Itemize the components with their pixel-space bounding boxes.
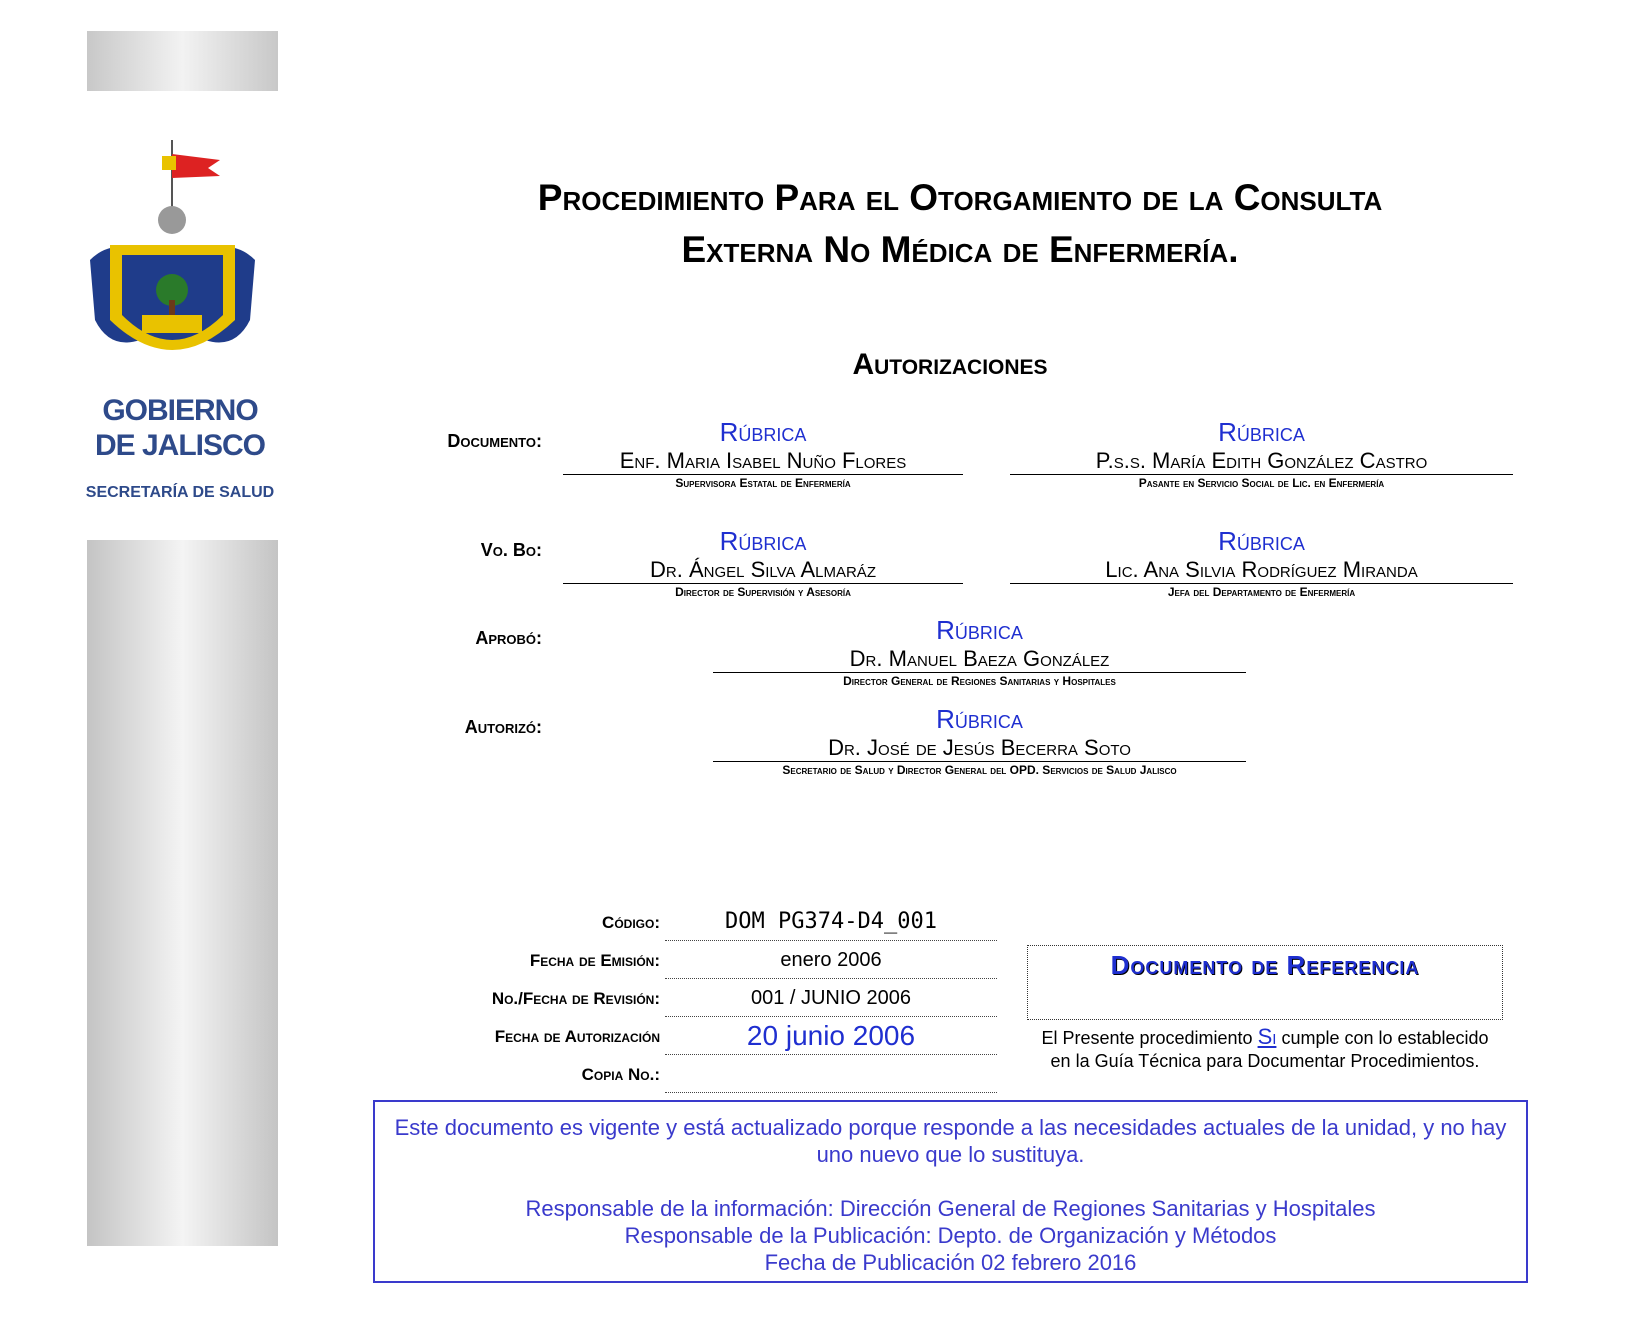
row-label-vobo: Vo. Bo: (480, 540, 542, 560)
page-title (400, 172, 1520, 276)
top-decor-bar (87, 31, 278, 91)
side-decor-bar (87, 540, 278, 1246)
signer-role: Pasante en Servicio Social de Lic. en Enfermería (1138, 476, 1385, 490)
signer-role: Director General de Regiones Sanitarias y Hospitales (843, 674, 1116, 688)
signature-block (563, 417, 963, 492)
signer-name: Dr. José de Jesús Becerra Soto (713, 734, 1246, 762)
title-line-2: Externa No Médica de Enfermería. (681, 229, 1239, 270)
signature-block (713, 615, 1246, 690)
emision-value: enero 2006 (665, 942, 997, 979)
row-label-autorizo: Autorizó: (464, 717, 542, 737)
signer-role: Jefa del Departamento de Enfermería (1167, 585, 1356, 599)
secretaria-label: SECRETARÍA DE SALUD (85, 484, 275, 501)
coat-of-arms-icon (80, 140, 265, 380)
gov-line-2: DE JALISCO (94, 429, 266, 462)
rubrica: Rúbrica (1218, 526, 1305, 556)
copia-value (665, 1056, 997, 1093)
reference-text-before: El Presente procedimiento (1041, 1028, 1253, 1048)
reference-title: Documento de Referencia (1110, 950, 1420, 980)
emision-label: Fecha de Emisión: (529, 951, 660, 970)
signature-block (563, 526, 963, 601)
signature-block (1010, 526, 1513, 601)
codigo-value: DOM PG374-D4_001 (665, 904, 997, 941)
title-line-1: Procedimiento Para el Otorgamiento de la Consulta (537, 177, 1383, 218)
rubrica: Rúbrica (719, 417, 807, 447)
signer-name: Dr. Ángel Silva Almaráz (563, 556, 963, 584)
signature-block (713, 704, 1246, 779)
reference-answer: Si (1257, 1024, 1277, 1049)
signature-block (1010, 417, 1513, 492)
rubrica: Rúbrica (719, 526, 807, 556)
signer-name: Enf. Maria Isabel Nuño Flores (563, 447, 963, 475)
signer-role: Secretario de Salud y Director General del OPD. Servicios de Salud Jalisco (782, 763, 1177, 777)
codigo-label: Código: (602, 913, 660, 932)
rubrica: Rúbrica (936, 615, 1023, 645)
copia-label: Copia No.: (581, 1065, 660, 1084)
autorizacion-value: 20 junio 2006 (665, 1018, 997, 1055)
signer-name: Lic. Ana Silvia Rodríguez Miranda (1010, 556, 1513, 584)
gov-name (80, 393, 280, 463)
gov-line-1: GOBIERNO (102, 394, 258, 427)
reference-box (1027, 945, 1503, 1020)
row-label-aprobo: Aprobó: (475, 628, 542, 648)
notice-line-4: Fecha de Publicación 02 febrero 2016 (764, 1250, 1137, 1275)
authorizations-heading: Autorizaciones (852, 348, 1048, 381)
notice-line-1: Este documento es vigente y está actualizado porque responde a las necesidades actuales de la unidad, y no hay uno nuevo que lo sustituya. (394, 1115, 1507, 1167)
signer-name: Dr. Manuel Baeza González (713, 645, 1246, 673)
autorizacion-label: Fecha de Autorización (494, 1027, 660, 1046)
revision-value: 001 / JUNIO 2006 (665, 980, 997, 1017)
signer-role: Director de Supervisión y Asesoría (675, 585, 851, 599)
notice-line-2: Responsable de la información: Dirección General de Regiones Sanitarias y Hospitales (525, 1196, 1376, 1221)
signer-name: P.s.s. María Edith González Castro (1010, 447, 1513, 475)
reference-text (1030, 1025, 1500, 1073)
revision-label: No./Fecha de Revisión: (491, 989, 660, 1008)
rubrica: Rúbrica (936, 704, 1023, 734)
row-label-documento: Documento: (447, 431, 542, 451)
reference-text-after: cumple con lo establecido en la Guía Técnica para Documentar Procedimientos. (1050, 1028, 1489, 1071)
rubrica: Rúbrica (1218, 417, 1305, 447)
signer-role: Supervisora Estatal de Enfermería (675, 476, 851, 490)
validity-notice (373, 1100, 1528, 1283)
notice-line-3: Responsable de la Publicación: Depto. de Organización y Métodos (624, 1223, 1277, 1248)
